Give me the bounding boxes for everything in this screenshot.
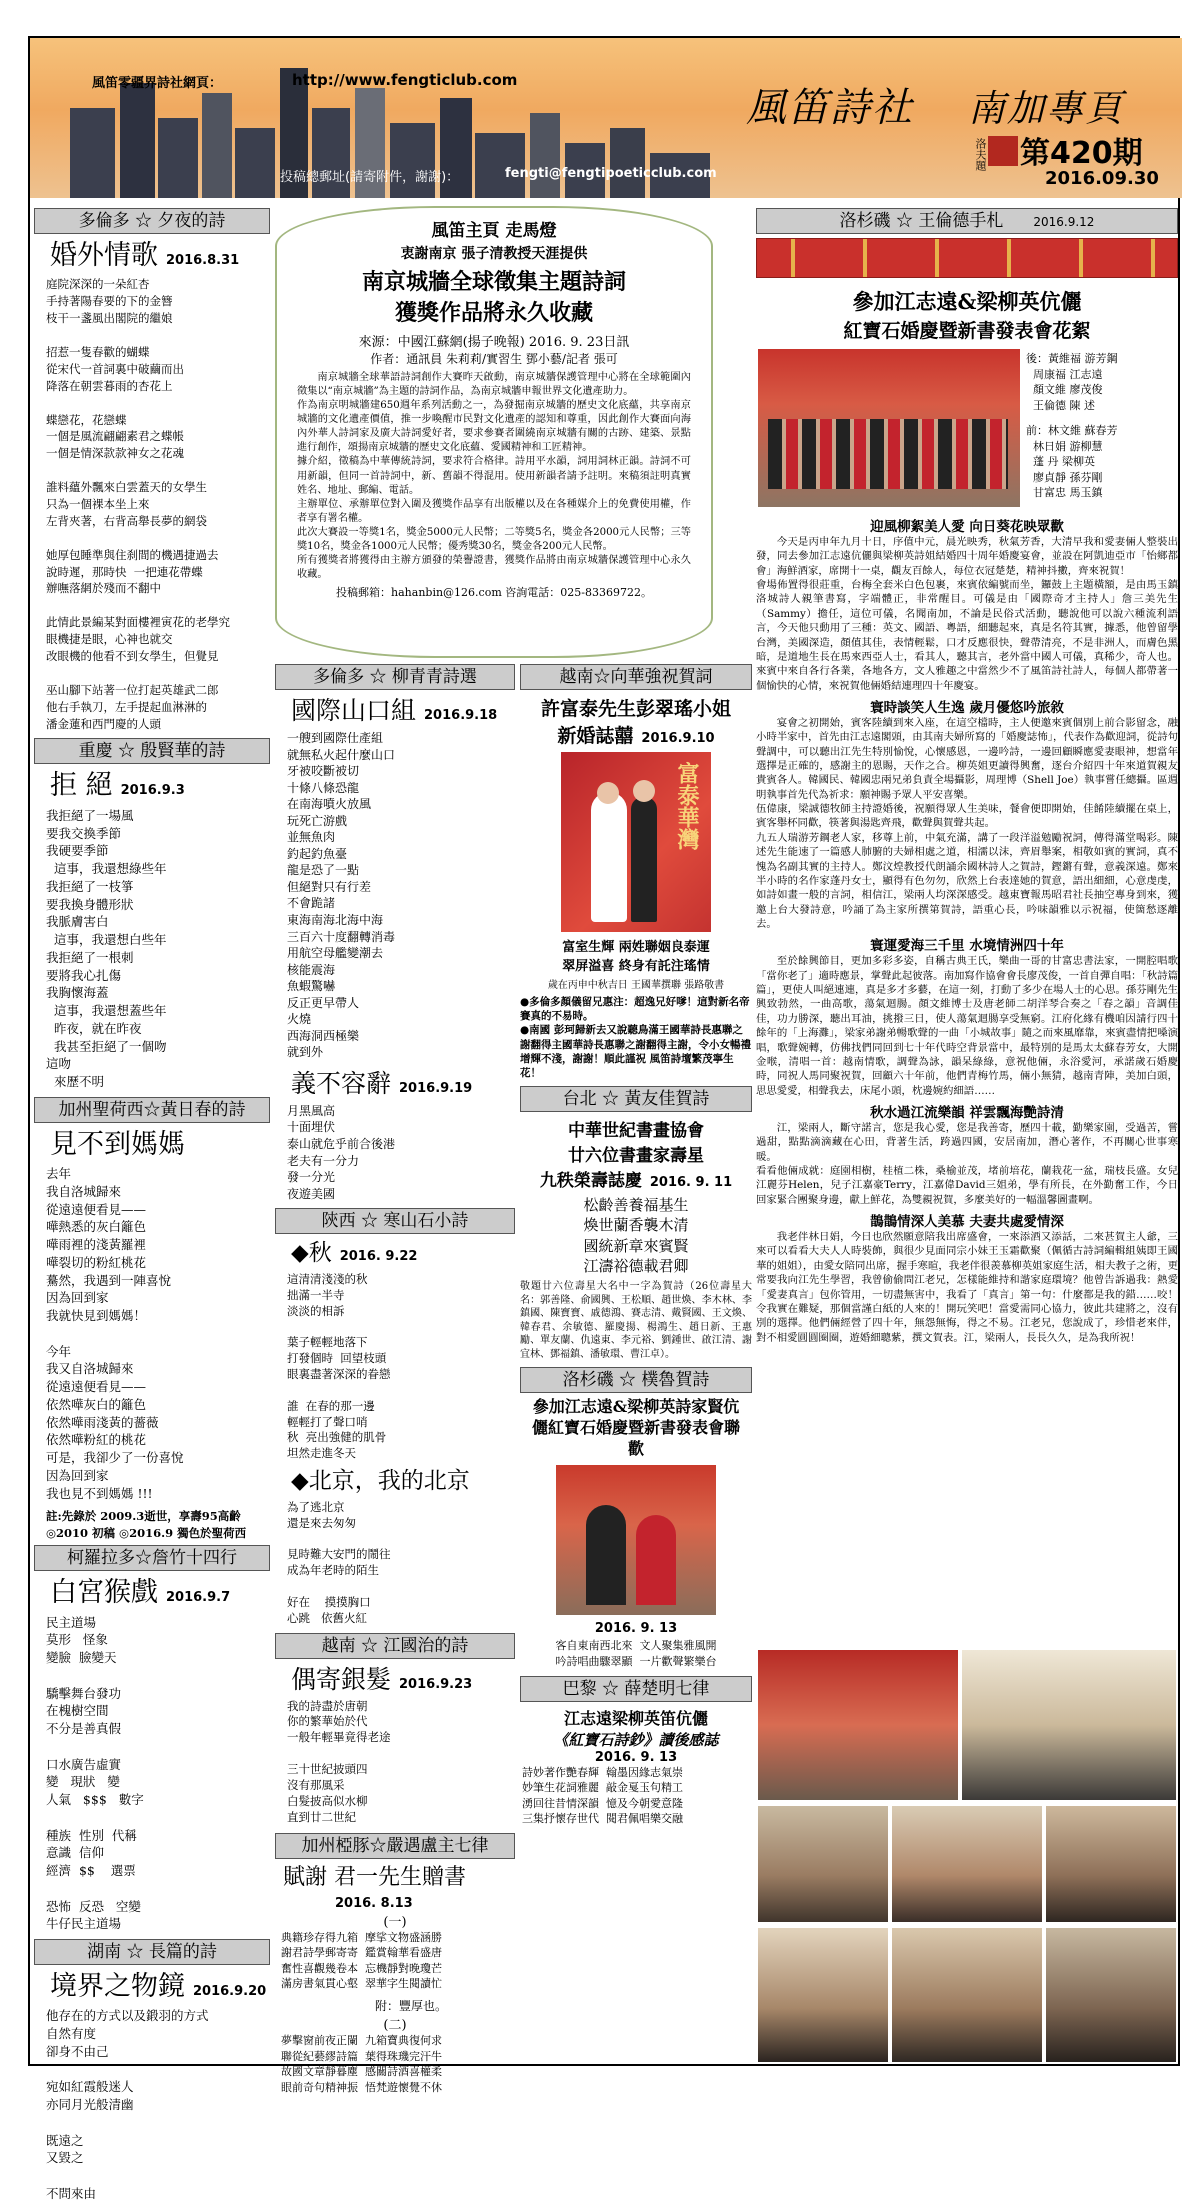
section-header: 陝西 ☆ 寒山石小詩	[275, 1208, 515, 1234]
article-subheading: 鵲鵲情深人美慕 夫妻共處愛情深	[870, 1214, 1064, 1231]
article-body: 至於餘興節目，更加多彩多姿，自稱古典王氏，樂曲一哥的甘富忠書法家，一開腔唱歌「當你老了」適時應景，掌聲此起彼落。南加寫作協會會長廖茂俊，一首自彈自唱：「秋詩篇篇」，更使人叫絕連連，真是多才多藝，在這一刻，打動了多少在場人士的心思。孫芬剛先生興致勃然，一曲高歌，蕩氣迴腸。顏文維博士及唐老師二胡洋琴合奏之「春之韻」音調佳佳，功力勝深，聽出耳油，挑撥三日，使人蕩氣迴腸享受無窮。江府化緣有機咱因請行四十餘年的「上海灘」，梁家弟謝弟暢歌聲的一曲「小城故事」隨之而來風靡靠，來賓盡情把嗓演唱，歌聲婉轉，仿佛找們同回到七十年代時空背景當中，最特別的是馬太太蘇春芳女，大開金喉，清唱一首：越南情歌，調聲為詠，韻呆綠綠，意祝他倆，永浴愛河，承諾歲石婚慶時，同祝人馬同聚祝賀，回顧六十年前，他們青梅竹馬，倆小無猜，越南青陣，美加白頭，思思愛愛，相聲我去，床尾小頭，枕邊婉約細語……	[756, 955, 1178, 1097]
poem-part-label: (二)	[383, 2018, 407, 2034]
feature-contact: 投稿郵箱：hahanbin@126.com 咨詢電話：025-83369722。	[336, 586, 652, 600]
article-subheading: 寰時談笑人生逸 歲月優悠吟旅敘	[870, 699, 1064, 716]
section-header: 湖南 ☆ 長篇的詩	[34, 1939, 270, 1965]
feature-body: 南京城牆全球華語詩詞創作大賽昨天啟動，南京城牆保護管理中心將在全球範圍內徵集以“南京城牆”為主題的詩詞作品，為南京城牆申報世界文化遺產助力。 作為南京明城牆建650週年系列活動之一，為發掘南京城牆的歷史文化底蘊，共享南京城牆的文化遺產價值，推一步喚醒市民對文化遺產的認知和尊重，因此創作大賽面向海內外華人詩詞家及廣大詩詞愛好者，要求參賽者圍繞南京城牆有關的古跡、建築、景點進行創作，頌揚南京城牆的歷史文化底蘊、愛國精神和工匠精神。 據介紹，徵稿為中華傳統詩詞，要求符合格律。詩用平水韻，詞用詞林正韻。詩詞不可用新韻，但同一首詩詞中，新、舊韻不得混用。使用新韻者請予註明。來稿須註明真實姓名、地址、郵編、電話。 主辦單位、承辦單位對入圍及獲獎作品享有出版權以及在各種媒介上的免費使用權，作者享有署名權。 此次大賽設一等獎1名，獎金5000元人民幣；二等獎5名，獎金各2000元人民幣；三等獎10名，獎金各1000元人民幣；優秀獎30名，獎金各200元人民幣。 所有獲獎者將獲得由主辦方頒發的榮譽證書，獲獎作品將由南京城牆保護管理中心永久收藏。	[297, 372, 691, 581]
column-1	[34, 208, 270, 2201]
article-body: 我老伴林日娟，今日也欣然願意陪我出席盛會，一來添酒又添話，二來甚賀主人爺，三來可以看看大夫人人時裝飾，與很少見面同宗小妹王玉霜歡聚（佩循古詩詞編輯組姨即王國華的姐姐），由愛女陪同出席，握手寒暄，我老伴很羨慕柳英姐家庭生活，相夫教子之術，更常要我向江先生學習，我曾偷偷問江老兄，怎樣能維持和諧家庭環境？他曾告訴過我：熱愛「愛妻真言」包你管用，一切盡無害中，我看了「真言」第一句：什麼都是我的錯……咬！令我實在難疑，那個當謹白紙的人來的！開玩笑吧！當愛需同心協力，彼此共建將之，沒有別的選擇。他們倆經營了四十年，無怨無悔，得之不易。江老兄，您說成了，珍惜老來伴，對不相愛圓圓圈圈，遊婚細聰紫，撰文賀表。江，梁兩人，長長久久，是為我所祝！	[756, 1231, 1178, 1344]
couplet-line: 翠屏溢喜 終身有託注瑤情	[562, 959, 710, 974]
article-body: 宴會之初開始，賓客陸續到來入座，在這空檔時，主人便邀來賓個別上前合影留念，融小時半家中，首先由江志遠閣頭，由其南夫婦所寫的「婚慶誌怖」，代表作為歡迎詞，從詩句聲調中，可以聽出江先生特別愉悅，心懷感恩，一邊吟詩，一邊回顧瞬應愛妻眼神，想當年選擇是正確的，感謝主的恩賜，天作之合。柳英姐更讀得興奮，逐台介紹四十年來道賀親友貴賓各人。韓國民、韓國忠兩兄弟負責全場攝影，周理博（Shell Joe）執事嘗任總攝。區週明執事首先代為祈求：願神賜予眾人平安喜樂。 伍偉康，梁誠德牧師主持證婚後，祝願得眾人生美味，餐會便即開始，佳餚陸續擺在桌上，賓客舉杯同歡，筷著與湯匙齊飛，歡聲與賀聲共起。 九五人瑞游芳鋼老人家，移尊上前，中氣充滿，講了一段洋溢勉勵祝詞，傳得滿堂喝彩。陳述先生能速了一篇感人肺腑的夫婦相處之道，相濡以沫，齊眉舉案，相敬如賓的實詞，真不愧為名副其實的主持人。鄭汶煌教授代朗誦余國林詩人之賀詩，鏗鏘有聲，意義深遠。鄭來半小時的名作家蓬丹女士，顯得有色勿勿，欣然上台表達她的賀意，語出細細，心意虔虔，如詩如畫一般的言詞，相信江，梁兩人均深深感受。越東寶報馬昭君社長抽空專身到來，獲邀上台大發詩意，吟誦了為主家所撰第賀詩，語重心長，吟味韻雅以示祝福，使箇愁逐離去。	[756, 716, 1178, 930]
photo-date: 2016. 9. 13	[594, 1621, 678, 1637]
group-photo	[758, 349, 1020, 507]
poem-title: 婚外情歌 2016.8.31	[50, 240, 240, 271]
poem-body: 他存在的方式以及鍛羽的方式 自然有度 卻身不由己 宛如紅霞般迷人 亦同月光般清幽 既遠之 又毀之 不問來由	[46, 2008, 209, 2201]
article-body: 今天是丙申年九月十日，序值中元，晨光映秀，秋氣芳香，大清早我和愛妻倆人整裝出發，同去參加江志遠伉儷與梁柳英詩姐結婚四十周年婚慶宴會，並設在阿凱迪亞市「怡鄉都會」海鮮酒家，席開十一桌，觀友百餘人，每位衣冠楚楚，精神抖擻，齊來祝賀！ 會場佈置得很莊重，台梅全套米白色包裹，來賓依編號而坐，鑼鼓上主題橫額，是由馬玉鎮洛城詩人親筆書寫，字端體正，非常醒目。可儀是由「國際奇才主持人」詹三美先生（Sammy）擔任，這位可儀，名聞南加，不論是民俗式活動，聽說他可以說六種流利語言，今天他只動用了三種：英文、國語、粵語，細聽起來，真是名符其實，據悉，他曾留學台灣，美國深造，顏值其佳，表情輕鬆，口才反應很快，聲帶清亮，不是非洲人，而膚色黑暗，是道地生長在馬來西亞人士，看其人，聽其言，老外當中國人可儀，真稀少，奇人也。來賓中來自各行各業，各地各方，文人雅趣之中當然少不了風笛詩社詩人，每個人都帶著一個愉快的心情，來祝賀他倆婚結連理四十年慶宴。	[756, 536, 1178, 692]
event-photo	[758, 1806, 888, 1922]
site-label: 風笛零疆界詩社網頁：	[92, 76, 223, 91]
poem-title: 義不容辭 2016.9.19	[291, 1068, 473, 1098]
feature-subheader: 衷謝南京 張子清教授天涯提供	[400, 246, 588, 262]
section-header: 巴黎 ☆ 薛楚明七律	[520, 1676, 752, 1702]
article-subtitle: 紅寶石婚慶暨新書發表會花絮	[843, 320, 1091, 342]
photo-roster: 前：林文維 蘇春芳 林日娟 游柳慧 蓬 丹 梁柳英 廖貞靜 孫芬剛 甘富忠 馬玉鎮	[1026, 424, 1118, 500]
section-header: 多倫多 ☆ 夕夜的詩	[34, 208, 270, 234]
issue-number: 第420期	[1020, 136, 1143, 171]
column-2	[275, 664, 515, 2094]
poem-note: 附：豐厚也。	[375, 1999, 448, 2014]
region-name: 南加專頁	[968, 87, 1124, 130]
comment-text: ●多倫多顏儀留兄惠注：超逸兄好嗲！這對新名帝賽真的不易時。	[520, 996, 750, 1023]
decorative-banner	[756, 238, 1178, 278]
poem-date: 2016. 8.13	[335, 1895, 413, 1911]
poem-title: 江志遠梁柳英笛伉儷	[563, 1708, 708, 1728]
couplet-note: 歲在丙申中秋吉日 王國華撰聯 張路敬書	[547, 980, 725, 991]
poem-title: 中華世紀書畫協會	[568, 1121, 704, 1142]
event-photo	[892, 1806, 1042, 1922]
newspaper-page	[28, 36, 1180, 2201]
poem-title: 境界之物鏡 2016.9.20	[50, 1971, 267, 2003]
article-subheading: 寰運愛海三千里 水境情洲四十年	[870, 938, 1064, 955]
column-3	[520, 664, 752, 2064]
section-header: 加州聖荷西☆黃日春的詩	[34, 1097, 270, 1123]
poem-title: 偶寄銀髮 2016.9.23	[291, 1664, 473, 1694]
editor-seal: 洛夫題	[974, 138, 987, 171]
poem-body: 一艘到國際仕產組 就無私火起什麼山口 牙被咬斷被切 十條八條恐龍 在南海噴火放風 玩死亡游戲 並無魚肉 釣起釣魚臺 龍是恐了一點 但絕對只有行差 不會跪諸 東海南海北海中海 三百六十度翻轉消毒 用航空母艦變潮去 核能震海 魚蝦驚嚇 反正更早帶人 火燒 西海洞西極樂 就到外	[287, 731, 396, 1060]
section-header: 洛杉磯 ☆ 王倫德手札 2016.9.12	[756, 208, 1178, 234]
poem-title: 國際山口組 2016.9.18	[291, 696, 498, 725]
photo-collage	[758, 1650, 1178, 2064]
poem-title: 白宮猴戲 2016.9.7	[50, 1577, 231, 1609]
event-photo	[1046, 1928, 1176, 2062]
poem-body: 典籍珍存得九箱 摩挲文物盛涵勝 謝君詩學郵寄寄 鑑賞翰華看盛唐 奮性喜觀幾卷本 忘機靜對晚瓊芒 滿房書氣貫心壑 翠華字生閱讀忙	[281, 1930, 442, 1991]
poem-note: 敬題廿六位壽星大名中一字為賀詩（26位壽星大名：郭善隆、俞國興、王松順、趙世煥、李木林、李鎮國、陳寶寶、戚德鴻、賽志清、戴賢國、王文煥、韓春君、余敏德、羅慶揚、楊鴻生、趙日新、王惠勵、單友蘭、仇遠東、李元裕、劉鍾世、啟江清、謝宜林、鄧福鎮、潘敏環、曹江卓）。	[520, 1281, 752, 1360]
poem-note: 註:先錄於 2009.3逝世，享壽95高齡 ◎2010 初稿 ◎2016.9 獨色於聖荷西	[46, 1509, 247, 1540]
event-photo	[758, 1650, 958, 1800]
event-photo	[962, 1650, 1176, 1800]
section-header: 重慶 ☆ 殷賢華的詩	[34, 738, 270, 764]
section-header: 多倫多 ☆ 柳青青詩選	[275, 664, 515, 690]
article-body: 江，梁兩人，斷守諾言，您是我心愛，您是我善寄，歷四十載，勤樂家園，受過苦，嘗過甜，點點滴滴藏在心田，背著生活，跨過四國，安居南加，潛心著作，不再關心世事寒暖。 看看他倆成就：庭園相樹，桂植二株，桑榆並茂，堵前培花，蘭栽花一盆，瑞枝長盛。女兒江麗芬Helen，兒子江嘉豪Terry，江嘉偉David三姐弟，學有所長，在外勤奮工作，今日回家緊合團聚身邊，獻上鮮花，為雙親祝賀，多麼美好的一幅溫馨圖畫啊。	[756, 1121, 1178, 1206]
article-title: 參加江志遠&梁柳英伉儷	[852, 289, 1082, 314]
poem-body: 客自東南西北來 文人聚集雅風開 吟詩唱曲驟翠顯 一片歡聲繁樂台	[555, 1639, 717, 1669]
section-header: 越南☆向華強祝賀詞	[520, 664, 752, 690]
poem-subtitle: 《紅寶石詩鈔》讀後感誌	[553, 1730, 719, 1749]
poem-title: 賦謝 君一先生贈書	[283, 1865, 466, 1891]
poem-part-label: (一)	[383, 1914, 407, 1930]
photo-caption: 富泰華灣	[674, 762, 700, 850]
poem-title: 見不到媽媽	[50, 1128, 185, 1160]
feature-title: 南京城牆全球徵集主題詩詞	[361, 269, 626, 295]
couplet-line: 富室生輝 兩姓聯姻良泰運	[562, 940, 710, 955]
poem-body: 月黑風高 十面埋伏 泰山就危乎前合後港 老夫有一分力 發一分光 夜遊美國	[287, 1103, 396, 1201]
wedding-title: 許富泰先生彭翠瑤小姐	[540, 698, 731, 720]
society-name: 風笛詩社	[746, 85, 914, 131]
section-header: 加州椏豚☆嚴遇盧主七律	[275, 1833, 515, 1859]
poem-body: 我拒絕了一場風 要我交換季節 我硬要季節 這事，我還想綠些年 我拒絕了一枝箏 要我換身體形狀 我脈膚害白 這事，我還想白些年 我拒絕了一根刺 要將我心扎傷 我胸懷海蓋 這事，我還想蓋些年 昨夜，就在昨夜 我甚至拒絕了一個吻 這吻 來歷不明	[46, 807, 167, 1090]
poem-date: 2016. 9. 13	[594, 1749, 678, 1765]
header-banner	[30, 38, 1182, 198]
poem-title: 參加江志遠&梁柳英詩家賢伉儷紅寶石婚慶暨新書發表會聯歡	[531, 1397, 740, 1458]
site-url-link[interactable]: http://www.fengticlub.com	[292, 71, 518, 89]
section-header: 柯羅拉多☆詹竹十四行	[34, 1545, 270, 1571]
article-subheading: 秋水過江流樂韻 祥雲飄海艷詩清	[870, 1104, 1064, 1121]
issue-date: 2016.09.30	[1045, 168, 1159, 189]
email-link[interactable]: fengti@fengtipoeticclub.com	[505, 166, 717, 181]
event-photo	[892, 1928, 1042, 2062]
feature-source: 來源：中國江蘇網(揚子晚報) 2016. 9. 23日訊	[358, 335, 630, 350]
celebration-photo	[556, 1465, 716, 1615]
poem-body: 夢擊窗前夜正闌 九箱寶典復何求 聯從紀藝繆詩篇 葉得珠璣完汗牛 故國文章靜暮塵 感關詩酒喜權柔 眼前奇句精神振 悟梵遊懷覺不休	[281, 2034, 442, 2094]
section-header: 洛杉磯 ☆ 樸魯賀詩	[520, 1367, 752, 1393]
poem-body: 民主道場 莫形 怪象 變臉 臉變天 驕擊舞台發功 在槐樹空間 不分是善真假 口水廣告虛實 變 現狀 變 人氣 $$$ 數字 種族 性別 代稱 意識 信仰 經濟 $$ 選票 恐怖 反恐 空變 牛仔民主道場	[46, 1614, 144, 1932]
poem-title: 廿六位書畫家壽星	[568, 1146, 704, 1167]
photo-roster: 後：黃維福 游芳鋼 周康福 江志遠 顏文維 廖茂俊 王倫德 陳 述	[1026, 352, 1118, 412]
event-photo	[1046, 1806, 1176, 1922]
event-photo	[758, 1928, 888, 2062]
poem-body: 松齡善養福基生 煥世蘭香襲木清 國統新章來賓賢 江濤裕德載君卿	[583, 1196, 689, 1275]
feature-title-2: 獲獎作品將永久收藏	[394, 300, 593, 326]
seal-stamp	[988, 136, 1018, 166]
section-header: 越南 ☆ 江國治的詩	[275, 1633, 515, 1659]
poem-body: 去年 我自洛城歸來 從遠遠便看見—— 嘩熱悉的灰白籬色 嘩雨裡的淺黃羅裡 嘩裂切的粉紅桃花 驀然，我遇到一陣喜悅 因為回到家 我就快見到媽媽！ 今年 我又自洛城歸來 從遠遠便看見—— 依然嘩灰白的籬色 依然嘩雨淺黃的薔薇 依然嘩粉紅的桃花 可是，我卻少了一份喜悅 因為回到家 我也見不到媽媽 !!!	[46, 1166, 184, 1501]
feature-author: 作者：通訊員 朱莉莉/實習生 鄧小藝/記者 張可	[370, 352, 618, 366]
email-label: 投稿總郵址(請寄附件，謝謝)：	[280, 170, 460, 185]
poem-body: 這清清淺淺的秋 拙滿一半寺 淡淡的相訴 葉子輕輕地落下 打發個時 回望枝頭 眼裏盡著深深的眷戀 誰 在春的那一邊 輕輕打了聲口哨 秋 亮出強健的肌骨 坦然走進冬天	[287, 1271, 391, 1461]
poem-title: ◆北京，我的北京	[291, 1468, 470, 1495]
wedding-title-2: 新婚誌囍 2016.9.10	[557, 725, 715, 747]
poem-body: 為了逃北京 還是來去匆匆 見時難大安門的鬧往 成為年老時的陌生 好在 摸摸胸口 心跳 依舊火紅	[287, 1499, 391, 1625]
comment-text: ●南國 彭珂歸新去又說聽鳥滿王國華詩長惠聯之謝翻得主國華詩長惠聯之謝翻得主謝，令小女暢禮增輝不淺，謝謝！順此謹祝 風笛詩壇繁茂寧生花！	[520, 1024, 751, 1079]
poem-body: 我的詩盡於唐朝 你的繁華始於代 一般年輕畢竟得老途 三十世紀披頭四 沒有那風采 白髮披高似水柳 直到廿二世紀	[287, 1698, 391, 1824]
wedding-photo	[561, 752, 711, 932]
feature-header: 風笛主頁 走馬燈	[431, 221, 557, 241]
poem-title: 九秩榮壽誌慶 2016. 9. 11	[539, 1171, 733, 1192]
section-header: 台北 ☆ 黃友佳賀詩	[520, 1086, 752, 1112]
poem-title: ◆秋 2016. 9.22	[291, 1240, 418, 1267]
feature-box	[275, 206, 713, 658]
poem-body: 庭院深深的一朵紅杏 手持著陽春要的下的金簪 枝干一盞風出閣院的繼娘 招惹一隻春歡的蝴蝶 從宋代一首詞裏中破繭而出 降落在朝雲暮雨的杏花上 蝶戀花，花戀蝶 一個是風流翩翩素君之蝶帳 一個是情深款款神女之花魂 誰料蘊外飄來白雲蓋天的女學生 只為一個裸本坐上來 左背夾著，右背高舉長夢的網袋 她厚包睡準與住刹間的機遇捷過去 說時遲，那時快 一把連花帶蝶 辦嘸落網於殘而不翻中 此情此景編某對面樓裡寅花的老學究 眼機捷是眼，心神也就交 改眼機的他看不到女學生，但覺見 巫山腳下站著一位打起英雄武二郎 他右手執刀，左手提起血淋淋的 潘金蓮和西門慶的人頭	[46, 277, 230, 731]
poem-title: 拒 絕 2016.9.3	[50, 770, 185, 802]
poem-body: 詩妙著作艷春輝 翰墨因緣志氣崇 妙筆生花詞雅麗 敲金戛玉句精工 湧回往昔情深韻 憶及今朝愛意隆 三集抒懷存世代 閱君佩唱樂交融	[522, 1765, 683, 1826]
article-subheading: 迎風柳絮美人愛 向日葵花映眾歡	[870, 519, 1064, 535]
